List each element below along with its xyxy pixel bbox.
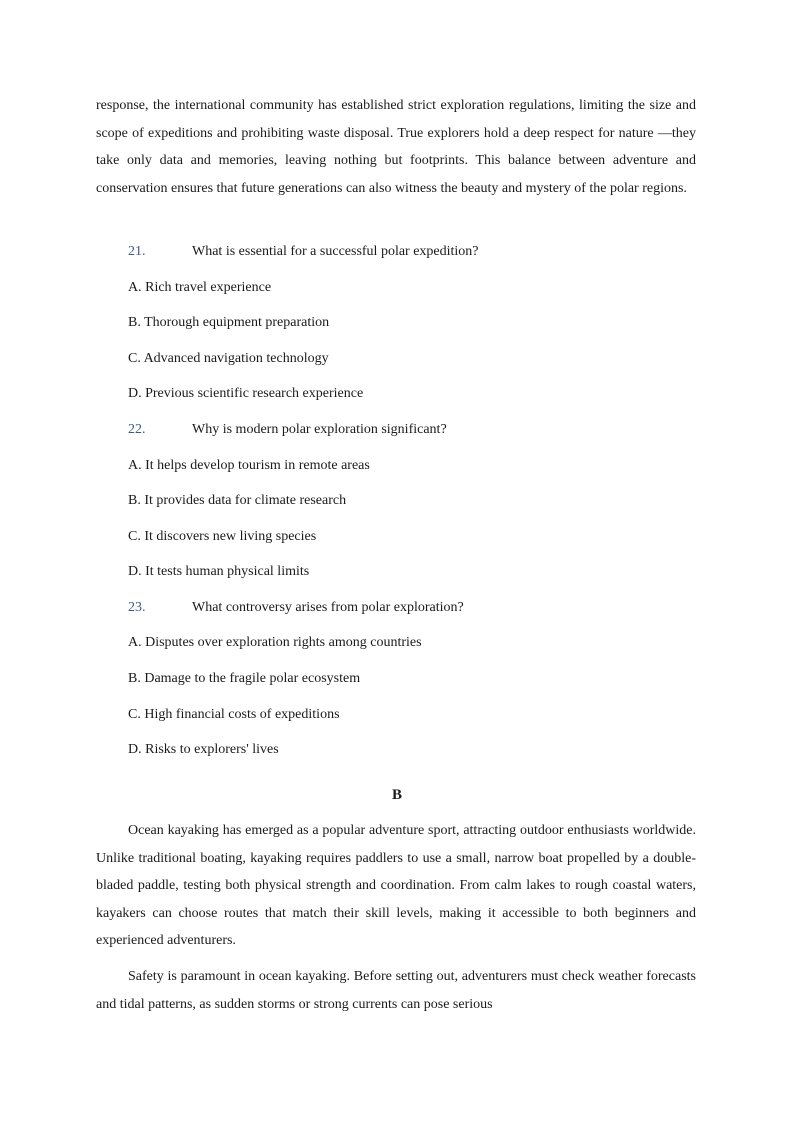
question-number: 23.	[128, 600, 146, 615]
question-number: 21.	[128, 244, 146, 259]
question-23	[128, 598, 688, 618]
passage-b-paragraph-1: Ocean kayaking has emerged as a popular adventure sport, attracting outdoor enthusiasts worldwide. Unlike traditional boating, kayaking requires paddlers to use a small, narrow boat propelled by a double-bladed paddle, testing both physical strength and coordination. From calm lakes to rough coastal waters, kayakers can choose routes that match their skill levels, making it accessible to both beginners and experienced adventurers.	[96, 823, 696, 948]
question-23-option-b: B. Damage to the fragile polar ecosystem	[128, 671, 361, 686]
section-heading-b: B	[391, 787, 402, 803]
question-21-option-d: D. Previous scientific research experience	[128, 386, 364, 401]
question-21	[128, 242, 688, 262]
question-23-option-d: D. Risks to explorers' lives	[128, 742, 279, 757]
question-23-option-a: A. Disputes over exploration rights among countries	[128, 635, 422, 650]
question-21-option-b: B. Thorough equipment preparation	[128, 315, 330, 330]
question-text: Why is modern polar exploration significant?	[192, 422, 447, 437]
question-22-option-b: B. It provides data for climate research	[128, 493, 347, 508]
question-22	[128, 420, 688, 440]
question-23-option-c: C. High financial costs of expeditions	[128, 707, 340, 722]
question-text: What is essential for a successful polar expedition?	[192, 244, 479, 259]
question-22-option-c: C. It discovers new living species	[128, 529, 317, 544]
question-text: What controversy arises from polar exploration?	[192, 600, 464, 615]
question-number: 22.	[128, 422, 146, 437]
passage-a-continuation: response, the international community has established strict exploration regulations, limiting the size and scope of expeditions and prohibiting waste disposal. True explorers hold a deep respect for nature —they take only data and memories, leaving nothing but footprints. This balance between adventure and conservation ensures that future generations can also witness the beauty and mystery of the polar regions.	[96, 98, 696, 196]
question-21-option-a: A. Rich travel experience	[128, 280, 272, 295]
question-22-option-d: D. It tests human physical limits	[128, 564, 310, 579]
question-22-option-a: A. It helps develop tourism in remote areas	[128, 458, 370, 473]
question-21-option-c: C. Advanced navigation technology	[128, 351, 329, 366]
passage-b-paragraph-2: Safety is paramount in ocean kayaking. Before setting out, adventurers must check weather forecasts and tidal patterns, as sudden storms or strong currents can pose serious	[96, 969, 696, 1012]
